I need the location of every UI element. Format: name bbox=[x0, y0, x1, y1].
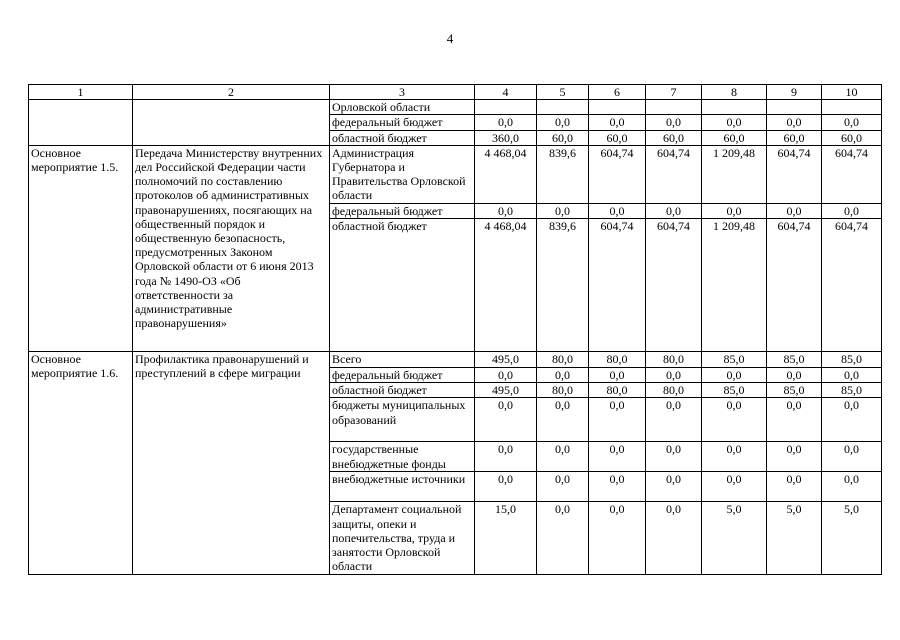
header-row bbox=[29, 85, 882, 100]
value-cell: 0,0 bbox=[537, 398, 589, 442]
value-cell: 0,0 bbox=[537, 472, 589, 502]
value-cell: 0,0 bbox=[702, 472, 767, 502]
value-cell: 0,0 bbox=[646, 368, 702, 383]
value-cell: 60,0 bbox=[767, 130, 822, 145]
value-cell: 839,6 bbox=[537, 219, 589, 352]
funding-source-cell: Всего bbox=[330, 352, 475, 368]
value-cell: 85,0 bbox=[702, 352, 767, 368]
value-cell: 0,0 bbox=[537, 502, 589, 575]
header-cell: 1 bbox=[29, 85, 133, 100]
value-cell: 0,0 bbox=[822, 203, 882, 218]
header-cell: 8 bbox=[702, 85, 767, 100]
value-cell: 80,0 bbox=[646, 352, 702, 368]
funding-source-cell: областной бюджет bbox=[330, 383, 475, 398]
value-cell: 0,0 bbox=[475, 203, 537, 218]
value-cell: 0,0 bbox=[822, 472, 882, 502]
value-cell: 604,74 bbox=[646, 145, 702, 203]
value-cell: 60,0 bbox=[537, 130, 589, 145]
value-cell: 60,0 bbox=[589, 130, 646, 145]
value-cell: 0,0 bbox=[702, 368, 767, 383]
funding-source-cell: областной бюджет bbox=[330, 130, 475, 145]
value-cell bbox=[589, 100, 646, 115]
value-cell: 0,0 bbox=[767, 203, 822, 218]
funding-source-cell: федеральный бюджет bbox=[330, 203, 475, 218]
funding-source-cell: бюджеты муниципальных образований bbox=[330, 398, 475, 442]
table-row bbox=[29, 100, 882, 115]
value-cell: 80,0 bbox=[646, 383, 702, 398]
value-cell: 0,0 bbox=[589, 115, 646, 130]
value-cell: 0,0 bbox=[822, 398, 882, 442]
header-cell: 5 bbox=[537, 85, 589, 100]
value-cell bbox=[537, 100, 589, 115]
value-cell: 0,0 bbox=[702, 203, 767, 218]
value-cell: 604,74 bbox=[767, 145, 822, 203]
value-cell: 0,0 bbox=[589, 502, 646, 575]
funding-source-cell: Орловской области bbox=[330, 100, 475, 115]
activity-description-cell: Передача Министерству внутренних дел Российской Федерации части полномочий по составлению протоколов об административных правонарушениях, посягающих на общественный порядок и общественную безопасность, предусмотренных Законом Орловской области от 6 июня 2013 года № 1490-ОЗ «Об ответственности за административные правонарушения» bbox=[133, 145, 330, 351]
value-cell: 0,0 bbox=[702, 115, 767, 130]
value-cell bbox=[822, 100, 882, 115]
value-cell: 15,0 bbox=[475, 502, 537, 575]
funding-source-cell: государственные внебюджетные фонды bbox=[330, 442, 475, 472]
activity-name-cell: Основное мероприятие 1.6. bbox=[29, 352, 133, 575]
header-cell: 7 bbox=[646, 85, 702, 100]
header-cell: 4 bbox=[475, 85, 537, 100]
table-row bbox=[29, 352, 882, 368]
value-cell: 85,0 bbox=[767, 352, 822, 368]
budget-table bbox=[28, 84, 882, 575]
value-cell: 85,0 bbox=[702, 383, 767, 398]
funding-source-cell: внебюджетные источники bbox=[330, 472, 475, 502]
value-cell: 60,0 bbox=[646, 130, 702, 145]
value-cell: 60,0 bbox=[702, 130, 767, 145]
funding-source-cell: Департамент социальной защиты, опеки и попечительства, труда и занятости Орловской области bbox=[330, 502, 475, 575]
value-cell: 0,0 bbox=[646, 203, 702, 218]
header-cell: 3 bbox=[330, 85, 475, 100]
value-cell: 0,0 bbox=[702, 442, 767, 472]
value-cell bbox=[767, 100, 822, 115]
value-cell: 5,0 bbox=[767, 502, 822, 575]
value-cell: 0,0 bbox=[475, 115, 537, 130]
value-cell: 839,6 bbox=[537, 145, 589, 203]
value-cell: 0,0 bbox=[646, 115, 702, 130]
value-cell bbox=[646, 100, 702, 115]
header-cell: 9 bbox=[767, 85, 822, 100]
value-cell: 0,0 bbox=[475, 472, 537, 502]
activity-name-cell bbox=[29, 100, 133, 146]
value-cell: 0,0 bbox=[646, 502, 702, 575]
value-cell: 5,0 bbox=[822, 502, 882, 575]
value-cell: 4 468,04 bbox=[475, 219, 537, 352]
value-cell: 4 468,04 bbox=[475, 145, 537, 203]
value-cell: 0,0 bbox=[646, 472, 702, 502]
value-cell: 0,0 bbox=[646, 442, 702, 472]
funding-source-cell: федеральный бюджет bbox=[330, 115, 475, 130]
value-cell: 0,0 bbox=[475, 442, 537, 472]
activity-description-cell: Профилактика правонарушений и преступлений в сфере миграции bbox=[133, 352, 330, 575]
funding-source-cell: Администрация Губернатора и Правительства Орловской области bbox=[330, 145, 475, 203]
value-cell: 0,0 bbox=[646, 398, 702, 442]
funding-source-cell: федеральный бюджет bbox=[330, 368, 475, 383]
value-cell: 604,74 bbox=[822, 219, 882, 352]
value-cell: 60,0 bbox=[822, 130, 882, 145]
value-cell: 5,0 bbox=[702, 502, 767, 575]
value-cell: 0,0 bbox=[589, 203, 646, 218]
value-cell: 0,0 bbox=[537, 368, 589, 383]
value-cell: 0,0 bbox=[475, 398, 537, 442]
value-cell: 604,74 bbox=[767, 219, 822, 352]
value-cell: 85,0 bbox=[822, 352, 882, 368]
value-cell: 360,0 bbox=[475, 130, 537, 145]
value-cell: 0,0 bbox=[589, 368, 646, 383]
value-cell: 85,0 bbox=[822, 383, 882, 398]
value-cell: 0,0 bbox=[702, 398, 767, 442]
value-cell: 604,74 bbox=[822, 145, 882, 203]
value-cell bbox=[475, 100, 537, 115]
value-cell: 0,0 bbox=[822, 442, 882, 472]
value-cell: 604,74 bbox=[589, 145, 646, 203]
page-number: 4 bbox=[446, 31, 454, 46]
value-cell: 604,74 bbox=[589, 219, 646, 352]
value-cell: 0,0 bbox=[822, 115, 882, 130]
value-cell: 0,0 bbox=[822, 368, 882, 383]
value-cell: 0,0 bbox=[767, 398, 822, 442]
value-cell: 0,0 bbox=[475, 368, 537, 383]
value-cell: 1 209,48 bbox=[702, 145, 767, 203]
value-cell: 1 209,48 bbox=[702, 219, 767, 352]
activity-description-cell bbox=[133, 100, 330, 146]
value-cell: 80,0 bbox=[537, 383, 589, 398]
value-cell: 0,0 bbox=[537, 115, 589, 130]
value-cell: 80,0 bbox=[537, 352, 589, 368]
value-cell: 80,0 bbox=[589, 352, 646, 368]
funding-source-cell: областной бюджет bbox=[330, 219, 475, 352]
value-cell: 0,0 bbox=[767, 115, 822, 130]
header-cell: 2 bbox=[133, 85, 330, 100]
value-cell: 80,0 bbox=[589, 383, 646, 398]
value-cell: 0,0 bbox=[589, 472, 646, 502]
value-cell: 495,0 bbox=[475, 352, 537, 368]
value-cell: 604,74 bbox=[646, 219, 702, 352]
value-cell: 0,0 bbox=[589, 442, 646, 472]
value-cell: 0,0 bbox=[767, 368, 822, 383]
header-cell: 10 bbox=[822, 85, 882, 100]
activity-name-cell: Основное мероприятие 1.5. bbox=[29, 145, 133, 351]
value-cell: 495,0 bbox=[475, 383, 537, 398]
value-cell: 0,0 bbox=[767, 442, 822, 472]
value-cell: 0,0 bbox=[537, 442, 589, 472]
header-cell: 6 bbox=[589, 85, 646, 100]
value-cell: 0,0 bbox=[589, 398, 646, 442]
value-cell bbox=[702, 100, 767, 115]
value-cell: 0,0 bbox=[537, 203, 589, 218]
value-cell: 0,0 bbox=[767, 472, 822, 502]
value-cell: 85,0 bbox=[767, 383, 822, 398]
table-row bbox=[29, 145, 882, 203]
